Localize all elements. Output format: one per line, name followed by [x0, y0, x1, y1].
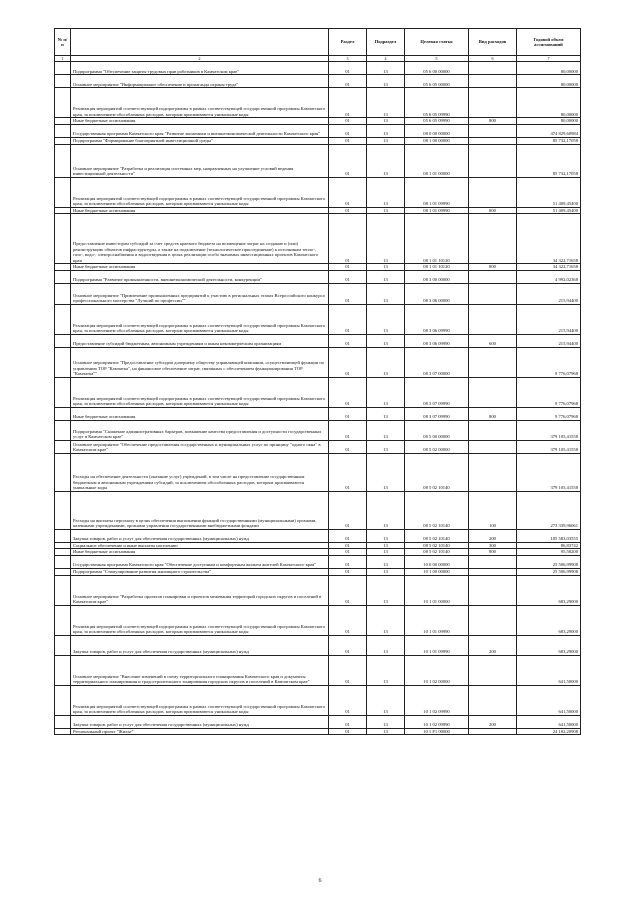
row-amount-cell: 641,50000	[517, 655, 581, 685]
budget-document-page	[54, 28, 580, 735]
row-expense-type-cell	[469, 177, 517, 207]
row-podrazdel-cell: 13	[367, 137, 405, 144]
row-name-cell: Реализация мероприятий соответствующей подпрограммы в рамках соответствующей государственной программы Камчатского края, за исключением обособленных расходов, которым присваиваются уникальные коды	[71, 304, 329, 334]
row-amount-cell: 95,58200	[517, 549, 581, 556]
row-num-cell	[55, 137, 71, 144]
row-podrazdel-cell: 13	[367, 62, 405, 75]
row-amount-cell: 9 776,07968	[517, 347, 581, 377]
row-expense-type-cell	[469, 728, 517, 735]
row-podrazdel-cell: 13	[367, 144, 405, 177]
row-num-cell	[55, 568, 71, 575]
row-razdel-cell: 01	[329, 214, 367, 264]
header-target-article: Целевая статья	[405, 29, 469, 56]
row-podrazdel-cell: 13	[367, 440, 405, 453]
row-amount-cell: 25 506,99908	[517, 555, 581, 568]
row-num-cell	[55, 177, 71, 207]
row-razdel-cell: 01	[329, 270, 367, 283]
row-podrazdel-cell: 13	[367, 118, 405, 125]
row-name-cell: Основное мероприятие "Информационное обеспечение и пропаганда охраны труда"	[71, 75, 329, 88]
row-name-cell: Основное мероприятие "Предоставление субсидии дочернему обществу управляющей компании, осуществляющей функции по управлению ТОР "Камчатка", на финансовое обеспечение затрат, связанных с обеспечением функционирования ТОР "Камчатка""	[71, 347, 329, 377]
table-row	[55, 88, 581, 118]
row-expense-type-cell	[469, 144, 517, 177]
table-row	[55, 440, 581, 453]
table-header	[55, 29, 581, 62]
column-number: 1	[55, 56, 71, 62]
row-razdel-cell: 01	[329, 264, 367, 271]
row-target-article-cell: 10 1 02 09990	[405, 715, 469, 728]
row-razdel-cell: 01	[329, 207, 367, 214]
row-name-cell: Реализация мероприятий соответствующей подпрограммы в рамках соответствующей государственной программы Камчатского края, за исключением обособленных расходов, которым присваиваются уникальные коды	[71, 88, 329, 118]
row-target-article-cell: 08 3 07 00000	[405, 347, 469, 377]
row-name-cell: Иные бюджетные ассигнования	[71, 549, 329, 556]
row-num-cell	[55, 685, 71, 715]
row-target-article-cell: 08 5 02 00000	[405, 440, 469, 453]
table-row	[55, 407, 581, 420]
header-num: № п/п	[55, 29, 71, 56]
row-expense-type-cell	[469, 214, 517, 264]
row-expense-type-cell: 800	[469, 118, 517, 125]
row-razdel-cell: 01	[329, 88, 367, 118]
row-target-article-cell: 10 1 02 00000	[405, 655, 469, 685]
row-expense-type-cell: 800	[469, 207, 517, 214]
row-razdel-cell: 01	[329, 715, 367, 728]
row-amount-cell: 25 506,99908	[517, 568, 581, 575]
row-name-cell: Реализация мероприятий соответствующей подпрограммы в рамках соответствующей государственной программы Камчатского края, за исключением обособленных расходов, которым присваиваются уникальные коды	[71, 685, 329, 715]
row-target-article-cell: 10 0 00 00000	[405, 555, 469, 568]
row-podrazdel-cell: 13	[367, 264, 405, 271]
row-expense-type-cell	[469, 420, 517, 440]
row-razdel-cell: 01	[329, 407, 367, 420]
row-amount-cell: 215,94400	[517, 283, 581, 304]
row-name-cell: Основное мероприятие "Разработка проектов планировки и проектов межевания территорий городских округов и поселений в Камчатском крае"	[71, 575, 329, 605]
row-podrazdel-cell: 13	[367, 420, 405, 440]
table-row	[55, 334, 581, 347]
row-podrazdel-cell: 13	[367, 75, 405, 88]
row-num-cell	[55, 124, 71, 137]
row-razdel-cell: 01	[329, 542, 367, 549]
row-expense-type-cell	[469, 555, 517, 568]
row-razdel-cell: 01	[329, 555, 367, 568]
row-num-cell	[55, 575, 71, 605]
row-podrazdel-cell: 13	[367, 207, 405, 214]
row-target-article-cell: 08 1 01 09990	[405, 207, 469, 214]
row-razdel-cell: 01	[329, 635, 367, 655]
table-row	[55, 685, 581, 715]
row-num-cell	[55, 334, 71, 347]
row-target-article-cell: 08 0 00 00000	[405, 124, 469, 137]
row-name-cell: Подпрограмма "Формирование благоприятной инвестиционной среды"	[71, 137, 329, 144]
row-podrazdel-cell: 13	[367, 685, 405, 715]
row-expense-type-cell	[469, 270, 517, 283]
table-row	[55, 144, 581, 177]
row-podrazdel-cell: 13	[367, 575, 405, 605]
table-row	[55, 568, 581, 575]
row-amount-cell: 51 409,45400	[517, 207, 581, 214]
row-razdel-cell: 01	[329, 685, 367, 715]
row-name-cell: Региональный проект "Жилье"	[71, 728, 329, 735]
header-podrazdel: Подраздел	[367, 29, 405, 56]
budget-table	[54, 28, 581, 735]
row-razdel-cell: 01	[329, 440, 367, 453]
row-amount-cell: 80,00000	[517, 118, 581, 125]
row-target-article-cell: 08 5 02 10140	[405, 453, 469, 491]
row-name-cell: Расходы на обеспечение деятельности (оказание услуг) учреждений, в том числе на предоставление государственным бюджетным и автономным учреждениям субсидий, за исключением обособленных расходов, которым присваиваются уникальные коды	[71, 453, 329, 491]
row-name-cell: Расходы на выплаты персоналу в целях обеспечения выполнения функций государственными (муниципальными) органами, казенными учреждениями, органами управления государственными внебюджетными фондами	[71, 491, 329, 529]
row-name-cell: Государственная программа Камчатского края "Обеспечение доступным и комфортным жильем жителей Камчатского края"	[71, 555, 329, 568]
row-podrazdel-cell: 13	[367, 377, 405, 407]
row-num-cell	[55, 420, 71, 440]
row-podrazdel-cell: 13	[367, 124, 405, 137]
column-number: 5	[405, 56, 469, 62]
row-num-cell	[55, 407, 71, 420]
row-num-cell	[55, 453, 71, 491]
row-name-cell: Иные бюджетные ассигнования	[71, 118, 329, 125]
row-razdel-cell: 01	[329, 75, 367, 88]
row-name-cell: Закупка товаров, работ и услуг для обеспечения государственных (муниципальных) нужд	[71, 635, 329, 655]
row-podrazdel-cell: 13	[367, 568, 405, 575]
row-amount-cell: 24 182,20908	[517, 728, 581, 735]
row-expense-type-cell	[469, 377, 517, 407]
row-expense-type-cell	[469, 685, 517, 715]
row-target-article-cell: 08 1 01 00000	[405, 144, 469, 177]
row-razdel-cell: 01	[329, 144, 367, 177]
table-row	[55, 75, 581, 88]
row-expense-type-cell	[469, 440, 517, 453]
row-num-cell	[55, 555, 71, 568]
row-name-cell: Основное мероприятие "Внесение изменений в схему территориального планирования Камчатского края и документы территориального планирования и градостроительного зонирования городских округов и поселений в Камчатском крае"	[71, 655, 329, 685]
row-amount-cell: 80,00000	[517, 88, 581, 118]
row-num-cell	[55, 728, 71, 735]
row-amount-cell: 215,94400	[517, 334, 581, 347]
table-row	[55, 635, 581, 655]
row-podrazdel-cell: 13	[367, 347, 405, 377]
table-row	[55, 420, 581, 440]
row-num-cell	[55, 283, 71, 304]
row-target-article-cell: 08 3 07 09990	[405, 377, 469, 407]
row-razdel-cell: 01	[329, 605, 367, 635]
row-podrazdel-cell: 13	[367, 715, 405, 728]
row-razdel-cell: 01	[329, 529, 367, 542]
row-expense-type-cell	[469, 568, 517, 575]
column-number: 2	[71, 56, 329, 62]
table-row	[55, 377, 581, 407]
header-annual-amount: Годовой объем ассигнований	[517, 29, 581, 56]
table-row	[55, 555, 581, 568]
row-razdel-cell: 01	[329, 334, 367, 347]
table-row	[55, 529, 581, 542]
row-target-article-cell: 05 6 05 09990	[405, 118, 469, 125]
table-body	[55, 62, 581, 735]
row-num-cell	[55, 377, 71, 407]
row-expense-type-cell: 800	[469, 407, 517, 420]
row-razdel-cell: 01	[329, 118, 367, 125]
table-row	[55, 453, 581, 491]
row-podrazdel-cell: 13	[367, 542, 405, 549]
row-razdel-cell: 01	[329, 137, 367, 144]
row-name-cell: Подпрограмма "Стимулирование развития жилищного строительства"	[71, 568, 329, 575]
row-amount-cell: 641,50000	[517, 715, 581, 728]
row-num-cell	[55, 529, 71, 542]
row-expense-type-cell	[469, 124, 517, 137]
row-amount-cell: 379 105,41558	[517, 440, 581, 453]
row-target-article-cell: 08 3 06 09990	[405, 304, 469, 334]
row-name-cell: Государственная программа Камчатского края "Развитие экономики и внешнеэкономической деятельности Камчатского края"	[71, 124, 329, 137]
table-row	[55, 575, 581, 605]
row-target-article-cell: 08 1 01 09990	[405, 177, 469, 207]
row-amount-cell: 80,00000	[517, 75, 581, 88]
row-podrazdel-cell: 13	[367, 655, 405, 685]
row-podrazdel-cell: 13	[367, 453, 405, 491]
row-num-cell	[55, 62, 71, 75]
row-amount-cell: 683,29000	[517, 575, 581, 605]
row-num-cell	[55, 605, 71, 635]
row-num-cell	[55, 655, 71, 685]
row-podrazdel-cell: 13	[367, 549, 405, 556]
row-podrazdel-cell: 13	[367, 177, 405, 207]
table-row	[55, 283, 581, 304]
row-target-article-cell: 05 6 00 00000	[405, 62, 469, 75]
table-row	[55, 137, 581, 144]
row-expense-type-cell	[469, 605, 517, 635]
row-name-cell: Иные бюджетные ассигнования	[71, 207, 329, 214]
row-razdel-cell: 01	[329, 124, 367, 137]
row-amount-cell: 379 105,41558	[517, 453, 581, 491]
row-num-cell	[55, 304, 71, 334]
row-num-cell	[55, 491, 71, 529]
row-podrazdel-cell: 13	[367, 270, 405, 283]
row-expense-type-cell: 300	[469, 542, 517, 549]
row-expense-type-cell	[469, 283, 517, 304]
row-amount-cell: 34 322,71658	[517, 214, 581, 264]
column-number: 6	[469, 56, 517, 62]
row-name-cell: Предоставление субсидий бюджетным, автономным учреждениям и иным некоммерческим организациям	[71, 334, 329, 347]
row-podrazdel-cell: 13	[367, 491, 405, 529]
row-num-cell	[55, 440, 71, 453]
row-expense-type-cell	[469, 88, 517, 118]
row-target-article-cell: 08 3 07 09990	[405, 407, 469, 420]
table-row	[55, 347, 581, 377]
row-num-cell	[55, 635, 71, 655]
row-target-article-cell: 10 1 01 09990	[405, 635, 469, 655]
row-razdel-cell: 01	[329, 575, 367, 605]
row-target-article-cell: 08 1 01 10120	[405, 214, 469, 264]
table-row	[55, 491, 581, 529]
row-name-cell: Социальное обеспечение и иные выплаты населению	[71, 542, 329, 549]
row-name-cell: Подпрограмма "Развитие промышленности, внешнеэкономической деятельности, конкуренции"	[71, 270, 329, 283]
row-target-article-cell: 08 1 00 00000	[405, 137, 469, 144]
row-num-cell	[55, 88, 71, 118]
header-expense-type: Вид расходов	[469, 29, 517, 56]
row-amount-cell: 683,29000	[517, 605, 581, 635]
table-row	[55, 270, 581, 283]
row-target-article-cell: 10 1 F1 00000	[405, 728, 469, 735]
row-expense-type-cell	[469, 137, 517, 144]
row-amount-cell: 51 409,45400	[517, 177, 581, 207]
row-name-cell: Закупка товаров, работ и услуг для обеспечения государственных (муниципальных) нужд	[71, 715, 329, 728]
row-razdel-cell: 01	[329, 420, 367, 440]
row-podrazdel-cell: 13	[367, 635, 405, 655]
row-name-cell: Предоставление инвесторам субсидий за счет средств краевого бюджета на возмещение затрат на создание и (или) реконструкцию объектов инфраструктуры, а также на подключение (технологическое присоединение) к источникам тепло-, газо-, водо-, электроснабжения и водоотведения в целях реализации особо значимых инвестиционных проектов Камчатского края	[71, 214, 329, 264]
table-row	[55, 605, 581, 635]
row-expense-type-cell	[469, 62, 517, 75]
row-amount-cell: 105 583,03555	[517, 529, 581, 542]
table-row	[55, 177, 581, 207]
row-amount-cell: 474 829,60984	[517, 124, 581, 137]
row-name-cell: Реализация мероприятий соответствующей подпрограммы в рамках соответствующей государственной программы Камчатского края, за исключением обособленных расходов, которым присваиваются уникальные коды	[71, 605, 329, 635]
row-amount-cell: 34 322,71658	[517, 264, 581, 271]
table-row	[55, 124, 581, 137]
row-target-article-cell: 08 1 01 10120	[405, 264, 469, 271]
row-amount-cell: 86,83742	[517, 542, 581, 549]
header-razdel: Раздел	[329, 29, 367, 56]
row-podrazdel-cell: 13	[367, 283, 405, 304]
row-expense-type-cell: 200	[469, 635, 517, 655]
row-target-article-cell: 10 1 00 00000	[405, 568, 469, 575]
row-name-cell: Реализация мероприятий соответствующей подпрограммы в рамках соответствующей государственной программы Камчатского края, за исключением обособленных расходов, которым присваиваются уникальные коды	[71, 177, 329, 207]
row-expense-type-cell	[469, 347, 517, 377]
row-expense-type-cell: 800	[469, 549, 517, 556]
row-amount-cell: 80,00000	[517, 62, 581, 75]
row-target-article-cell: 08 5 02 10140	[405, 542, 469, 549]
row-amount-cell: 9 776,07968	[517, 407, 581, 420]
row-name-cell: Закупка товаров, работ и услуг для обеспечения государственных (муниципальных) нужд	[71, 529, 329, 542]
row-expense-type-cell	[469, 453, 517, 491]
row-target-article-cell: 08 5 00 00000	[405, 420, 469, 440]
row-amount-cell: 379 105,41558	[517, 420, 581, 440]
row-razdel-cell: 01	[329, 177, 367, 207]
row-razdel-cell: 01	[329, 283, 367, 304]
row-num-cell	[55, 270, 71, 283]
row-podrazdel-cell: 13	[367, 334, 405, 347]
row-name-cell: Реализация мероприятий соответствующей подпрограммы в рамках соответствующей государственной программы Камчатского края, за исключением обособленных расходов, которым присваиваются уникальные коды	[71, 377, 329, 407]
row-target-article-cell: 05 6 05 09990	[405, 88, 469, 118]
row-expense-type-cell	[469, 75, 517, 88]
row-target-article-cell: 08 5 02 10140	[405, 529, 469, 542]
row-target-article-cell: 08 5 02 10140	[405, 549, 469, 556]
row-razdel-cell: 01	[329, 304, 367, 334]
row-razdel-cell: 01	[329, 453, 367, 491]
row-amount-cell: 215,94400	[517, 304, 581, 334]
row-name-cell: Основное мероприятие "Разработка и реализация системных мер, направленных на улучшение условий ведения инвестиционной деятельности"	[71, 144, 329, 177]
row-num-cell	[55, 214, 71, 264]
row-target-article-cell: 10 1 02 09990	[405, 685, 469, 715]
row-razdel-cell: 01	[329, 549, 367, 556]
row-name-cell: Иные бюджетные ассигнования	[71, 407, 329, 420]
row-amount-cell: 85 732,17058	[517, 137, 581, 144]
table-row	[55, 62, 581, 75]
row-podrazdel-cell: 13	[367, 555, 405, 568]
table-row	[55, 214, 581, 264]
row-target-article-cell: 08 3 06 09990	[405, 334, 469, 347]
row-podrazdel-cell: 13	[367, 407, 405, 420]
row-razdel-cell: 01	[329, 655, 367, 685]
row-razdel-cell: 01	[329, 568, 367, 575]
table-row	[55, 728, 581, 735]
row-name-cell: Основное мероприятие "Обеспечение предоставления государственных и муниципальных услуг по принципу "одного окна" в Камчатском крае"	[71, 440, 329, 453]
row-num-cell	[55, 144, 71, 177]
table-row	[55, 304, 581, 334]
row-podrazdel-cell: 13	[367, 214, 405, 264]
row-razdel-cell: 01	[329, 491, 367, 529]
row-expense-type-cell: 200	[469, 529, 517, 542]
row-razdel-cell: 01	[329, 728, 367, 735]
column-number: 3	[329, 56, 367, 62]
row-expense-type-cell	[469, 304, 517, 334]
table-row	[55, 715, 581, 728]
row-razdel-cell: 01	[329, 347, 367, 377]
row-podrazdel-cell: 13	[367, 88, 405, 118]
column-number: 4	[367, 56, 405, 62]
row-target-article-cell: 05 6 05 00000	[405, 75, 469, 88]
column-number: 7	[517, 56, 581, 62]
row-num-cell	[55, 347, 71, 377]
row-name-cell: Подпрограмма "Снижение административных барьеров, повышение качества предоставления и доступности государственных услуг в Камчатском крае"	[71, 420, 329, 440]
row-amount-cell: 273 339,96061	[517, 491, 581, 529]
row-amount-cell: 641,50000	[517, 685, 581, 715]
row-amount-cell: 4 992,02368	[517, 270, 581, 283]
row-razdel-cell: 01	[329, 62, 367, 75]
row-name-cell: Подпрограмма "Обеспечение защиты трудовых прав работников в Камчатском крае"	[71, 62, 329, 75]
row-amount-cell: 9 776,07968	[517, 377, 581, 407]
row-razdel-cell: 01	[329, 377, 367, 407]
header-row	[55, 29, 581, 56]
row-expense-type-cell: 200	[469, 715, 517, 728]
row-name-cell: Иные бюджетные ассигнования	[71, 264, 329, 271]
page-number: 6	[318, 878, 322, 884]
row-amount-cell: 85 732,17058	[517, 144, 581, 177]
row-expense-type-cell	[469, 655, 517, 685]
row-podrazdel-cell: 13	[367, 605, 405, 635]
row-target-article-cell: 10 1 01 00000	[405, 575, 469, 605]
row-name-cell: Основное мероприятие "Привлечение промышленных предприятий к участию в региональных этапах Всероссийского конкурса профессионального мастерства "Лучший по профессии""	[71, 283, 329, 304]
row-target-article-cell: 10 1 01 09990	[405, 605, 469, 635]
row-expense-type-cell	[469, 575, 517, 605]
row-expense-type-cell: 100	[469, 491, 517, 529]
row-num-cell	[55, 715, 71, 728]
row-expense-type-cell: 600	[469, 334, 517, 347]
row-podrazdel-cell: 13	[367, 728, 405, 735]
row-amount-cell: 683,29000	[517, 635, 581, 655]
header-name	[71, 29, 329, 56]
row-podrazdel-cell: 13	[367, 529, 405, 542]
row-target-article-cell: 08 3 06 00000	[405, 283, 469, 304]
table-row	[55, 655, 581, 685]
row-podrazdel-cell: 13	[367, 304, 405, 334]
row-expense-type-cell: 800	[469, 264, 517, 271]
row-target-article-cell: 08 3 00 00000	[405, 270, 469, 283]
row-num-cell	[55, 75, 71, 88]
row-target-article-cell: 08 5 02 10140	[405, 491, 469, 529]
